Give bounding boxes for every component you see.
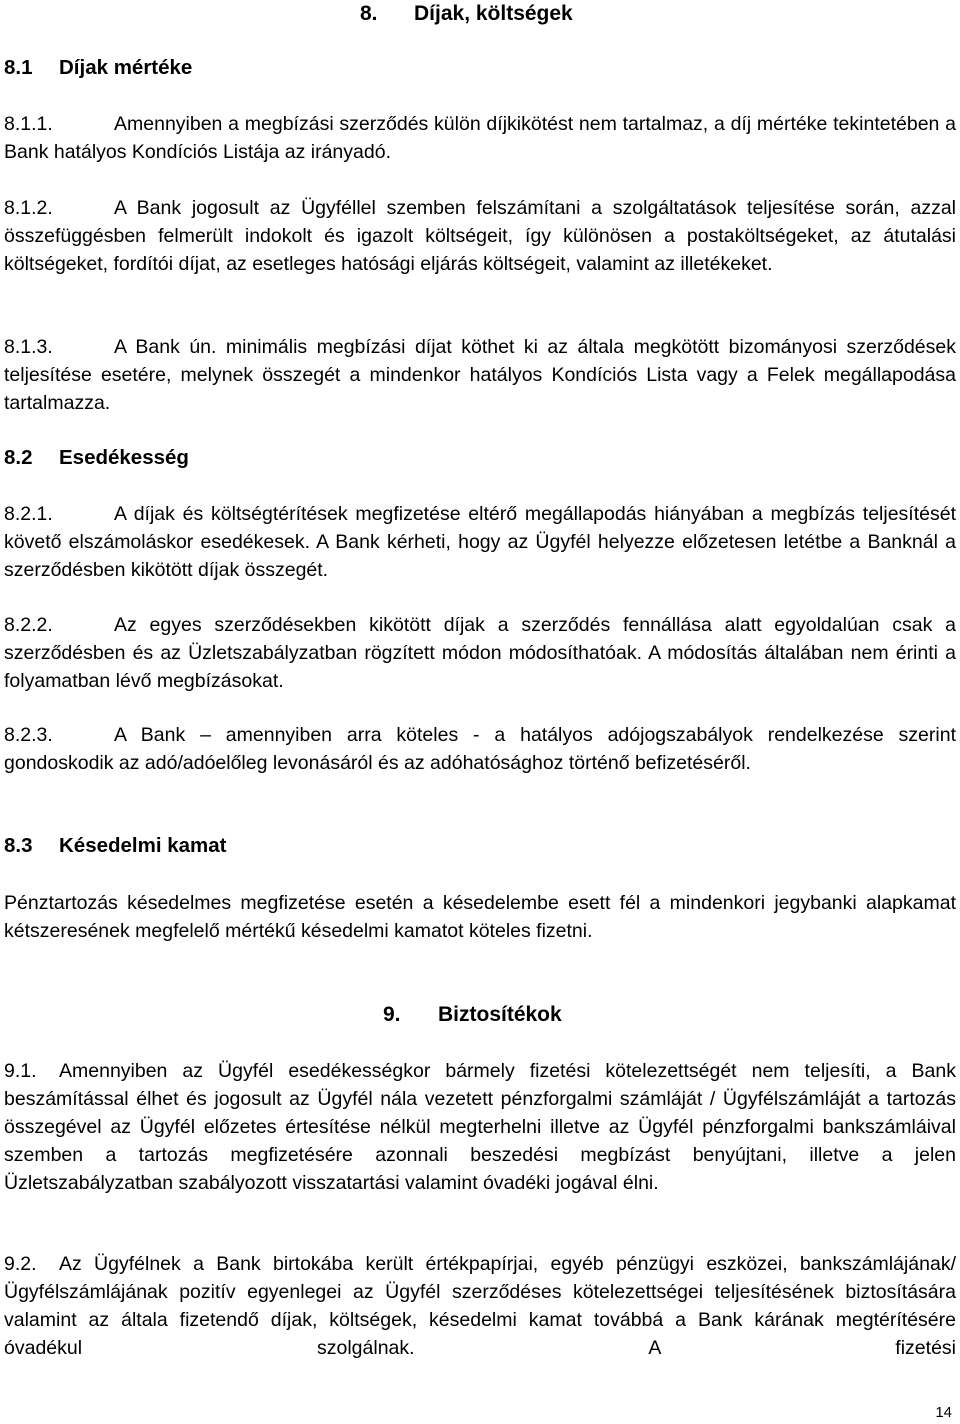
paragraph-number: 8.1.1. [4, 113, 53, 135]
chapter-number: 9. [383, 1003, 401, 1026]
paragraph-number: 9.2. [4, 1253, 37, 1275]
page-number: 14 [935, 1404, 952, 1421]
paragraph-8-1-1 [4, 110, 956, 166]
section-8-1-heading [4, 54, 192, 82]
paragraph-text: Amennyiben az Ügyfél esedékességkor bármely fizetési kötelezettségét nem teljesíti, a Bank beszámítással élhet és jogosult az Ügyfél nála vezetett pénzforgalmi számláját / Ügyfélszámláját a tartozás összegével az Ügyfél előzetes értesítése nélkül megterhelni illetve az Ügyfél pénzforgalmi bankszámláival szemben a tartozás megfizetésére azonnali beszedési megbízást benyújtani, illetve a jelen Üzletszabályzatban szabályozott visszatartási valamint óvadéki jogával élni. [4, 1060, 956, 1194]
section-number: 8.3 [4, 834, 33, 857]
paragraph-text: Az egyes szerződésekben kikötött díjak a szerződés fennállása alatt egyoldalúan csak a szerződésben és az Üzletszabályzatban rögzített módon módosíthatóak. A módosítás általában nem érinti a folyamatban lévő megbízásokat. [4, 614, 956, 692]
paragraph-8-2-2 [4, 611, 956, 695]
paragraph-8-3 [4, 889, 956, 945]
paragraph-text: A Bank ún. minimális megbízási díjat köthet ki az általa megkötött bizományosi szerződések teljesítése esetére, melynek összegét a mindenkor hatályos Kondíciós Lista vagy a Felek megállapodása tartalmazza. [4, 336, 956, 414]
paragraph-text: Pénztartozás késedelmes megfizetése esetén a késedelembe esett fél a mindenkori jegybanki alapkamat kétszeresének megfelelő mértékű késedelmi kamatot köteles fizetni. [4, 892, 956, 942]
section-number: 8.1 [4, 56, 33, 79]
section-title: Díjak mértéke [59, 56, 193, 79]
paragraph-text: Amennyiben a megbízási szerződés külön díjkikötést nem tartalmaz, a díj mértéke tekintetében a Bank hatályos Kondíciós Listája az irányadó. [4, 113, 956, 163]
chapter-number: 8. [360, 2, 378, 25]
paragraph-text: A díjak és költségtérítések megfizetése eltérő megállapodás hiányában a megbízás teljesítését követő elszámoláskor esedékesek. A Bank kérheti, hogy az Ügyfél helyezze előzetesen letétbe a Banknál a szerződésben kikötött díjak összegét. [4, 503, 956, 581]
paragraph-number: 8.2.2. [4, 614, 53, 636]
paragraph-9-2 [4, 1250, 956, 1362]
paragraph-number: 8.1.2. [4, 197, 53, 219]
section-8-3-heading [4, 832, 227, 860]
chapter-8-heading [360, 0, 573, 28]
paragraph-number: 9.1. [4, 1060, 37, 1082]
chapter-title: Biztosítékok [438, 1003, 562, 1026]
paragraph-9-1 [4, 1057, 956, 1197]
paragraph-number: 8.2.3. [4, 724, 53, 746]
paragraph-text: A Bank jogosult az Ügyféllel szemben felszámítani a szolgáltatások teljesítése során, azzal összefüggésben felmerült indokolt és igazolt költségeit, így különösen a postaköltségeket, az átutalási költségeket, fordítói díjat, az esetleges hatósági eljárás költségeit, valamint az illetékeket. [4, 197, 956, 275]
paragraph-text: Az Ügyfélnek a Bank birtokába került értékpapírjai, egyéb pénzügyi eszközei, bankszámlájának/ Ügyfélszámlájának pozitív egyenlegei az Ügyfél szerződéses kötelezettségei teljesítésének biztosítására valamint az általa fizetendő díjak, költségek, késedelmi kamat továbbá a Bank kárának megtérítésére óvadékul szolgálnak. A fizetési [4, 1253, 956, 1359]
paragraph-8-2-3 [4, 721, 956, 777]
paragraph-number: 8.2.1. [4, 503, 53, 525]
section-8-2-heading [4, 444, 189, 472]
paragraph-8-2-1 [4, 500, 956, 584]
chapter-9-heading [383, 1001, 562, 1029]
chapter-title: Díjak, költségek [414, 2, 573, 25]
paragraph-8-1-2 [4, 194, 956, 278]
paragraph-text: A Bank – amennyiben arra köteles - a hatályos adójogszabályok rendelkezése szerint gondoskodik az adó/adóelőleg levonásáról és az adóhatósághoz történő befizetéséről. [4, 724, 956, 774]
section-number: 8.2 [4, 446, 33, 469]
paragraph-number: 8.1.3. [4, 336, 53, 358]
section-title: Késedelmi kamat [59, 834, 227, 857]
section-title: Esedékesség [59, 446, 189, 469]
paragraph-8-1-3 [4, 333, 956, 417]
